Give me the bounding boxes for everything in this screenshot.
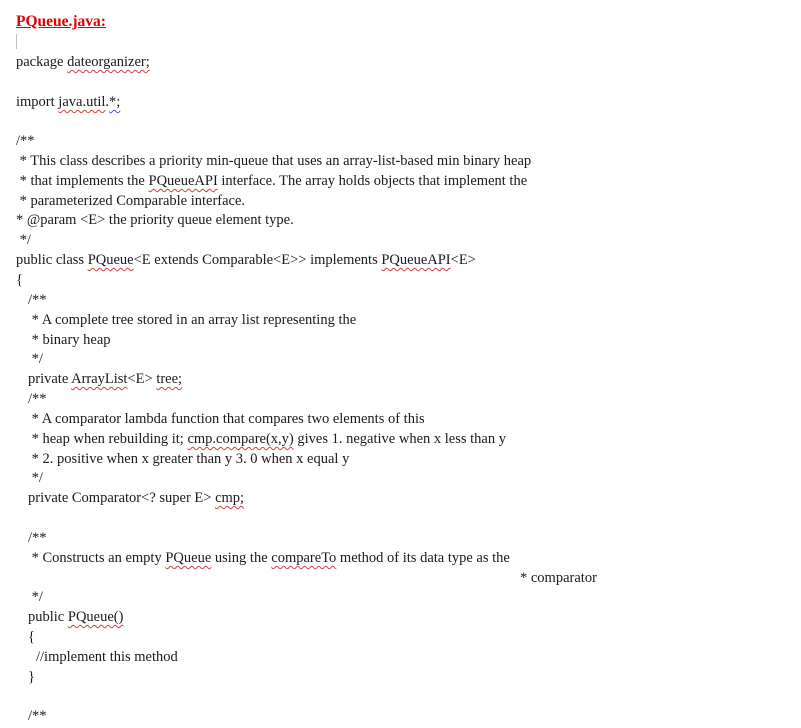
code-line-comment-open: /** [16, 133, 35, 149]
code-line-cmp-doc-close: */ [28, 470, 43, 486]
code-line-class-doc-2: * that implements the PQueueAPI interface. The array holds objects that implement the [16, 173, 528, 189]
code-line-tree-doc-open: /** [28, 292, 47, 308]
code-line-tree-doc-close: */ [28, 351, 43, 367]
code-line-next-doc-open: /** [28, 708, 47, 724]
code-line-ctor-open-brace: { [28, 629, 35, 645]
code-line-ctor-signature: public PQueue() [28, 609, 124, 625]
code-line-tree-doc-2: * binary heap [28, 332, 111, 348]
code-line-ctor-close-brace: } [28, 669, 35, 685]
code-line-class-doc-param: * @param <E> the priority queue element type. [16, 212, 294, 228]
code-line-open-brace: { [16, 272, 23, 288]
code-line-class-declaration: public class PQueue<E extends Comparable<E>> implements PQueueAPI<E> [16, 252, 476, 268]
code-line-class-doc-3: * parameterized Comparable interface. [16, 193, 246, 209]
code-line-package: package dateorganizer; [16, 54, 150, 70]
code-line-cmp-field: private Comparator<? super E> cmp; [28, 490, 245, 506]
code-line-tree-doc-1: * A complete tree stored in an array list representing the [28, 312, 357, 328]
code-line-ctor-doc-open: /** [28, 530, 47, 546]
code-line-ctor-doc-close: */ [28, 589, 43, 605]
code-line-tree-field: private ArrayList<E> tree; [28, 371, 183, 387]
code-line-class-doc-1: * This class describes a priority min-queue that uses an array-list-based min binary heap [16, 153, 532, 169]
document-title: PQueue.java: [16, 13, 106, 30]
code-line-import: import java.util.*; [16, 94, 121, 110]
code-line-ctor-body: //implement this method [36, 649, 178, 665]
code-line-cmp-doc-2: * heap when rebuilding it; cmp.compare(x,y) gives 1. negative when x less than y [28, 431, 506, 447]
code-line-cmp-doc-1: * A comparator lambda function that compares two elements of this [28, 411, 425, 427]
text-cursor [16, 34, 17, 49]
code-line-comment-close: */ [16, 232, 31, 248]
code-line-cmp-doc-3: * 2. positive when x greater than y 3. 0 when x equal y [28, 451, 350, 467]
code-line-ctor-doc-1: * Constructs an empty PQueue using the compareTo method of its data type as the [28, 550, 510, 566]
code-line-cmp-doc-open: /** [28, 391, 47, 407]
code-line-ctor-doc-2: * comparator [520, 570, 597, 586]
